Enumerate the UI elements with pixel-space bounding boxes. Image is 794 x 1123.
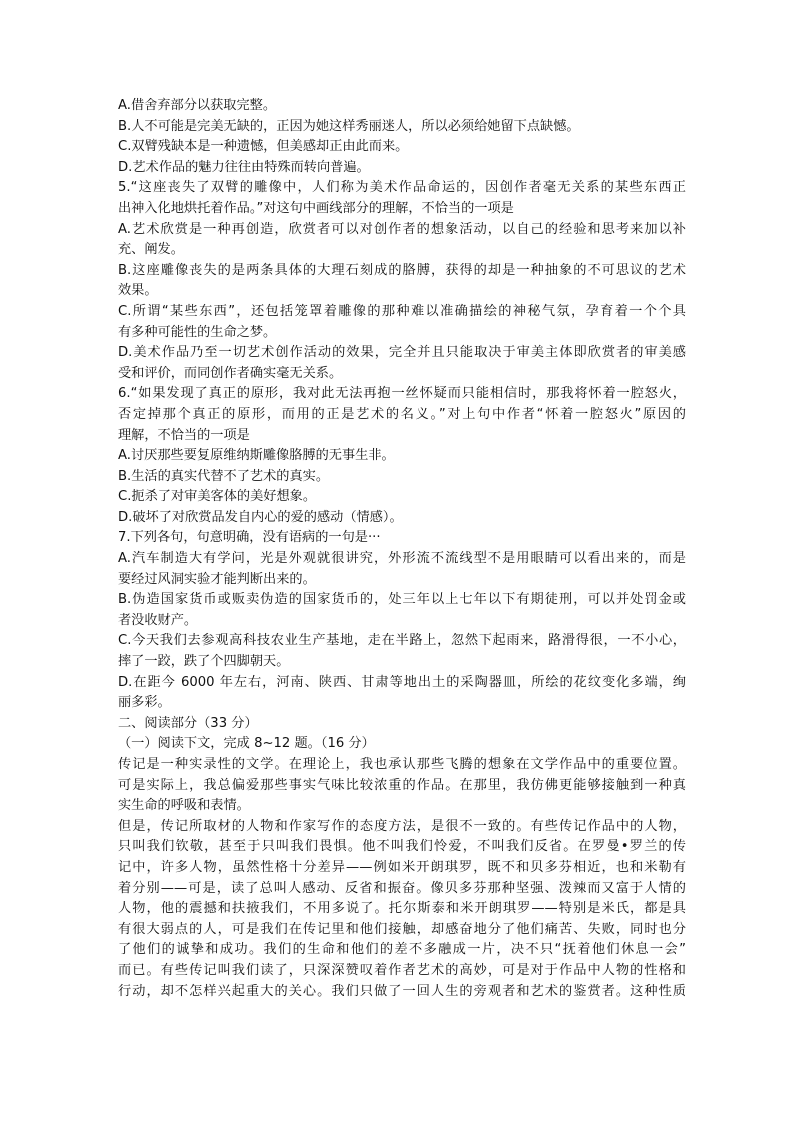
text-line: 受和评价，而同创作者确实毫无关系。	[118, 365, 343, 381]
text-line: （一）阅读下文，完成 8~12 题。（16 分）	[118, 736, 375, 752]
text-line: 7.下列各句，句意明确，没有语病的一句是···	[118, 530, 381, 546]
text-line: A.讨厌那些要复原维纳斯雕像胳膊的无事生非。	[118, 448, 395, 464]
text-line: 理解，不恰当的一项是	[118, 427, 250, 443]
text-line: 5.“这座丧失了双臂的雕像中，人们称为美术作品命运的，因创作者毫无关系的某些东西正	[118, 180, 686, 196]
text-line: 传记是一种实录性的文学。在理论上，我也承认那些飞腾的想象在文学作品中的重要位置。	[118, 757, 686, 772]
text-line: 而已。有些传记叫我们读了，只深深赞叹着作者艺术的高妙，可是对于作品中人物的性格和	[118, 962, 686, 978]
text-line: 只叫我们钦敬，甚至于只叫我们畏惧。他不叫我们怜爱，不叫我们反省。在罗曼•罗兰的传	[118, 839, 686, 855]
text-line: 可是实际上，我总偏爱那些事实气味比较浓重的作品。在那里，我仿佛更能够接触到一种真	[118, 777, 686, 793]
text-line: 但是，传记所取材的人物和作家写作的态度方法，是很不一致的。有些传记作品中的人物，	[118, 818, 686, 834]
text-line: D.破坏了对欣赏品发自内心的爱的感动（情感）。	[118, 509, 403, 525]
text-line: 行动，却不怎样兴起重大的关心。我们只做了一回人生的旁观者和艺术的鉴赏者。这种性质	[118, 983, 686, 999]
text-line: 丽多彩。	[118, 695, 171, 711]
text-line: 否定掉那个真正的原形，而用的正是艺术的名义。”对上句中作者“怀着一腔怒火”原因的	[118, 406, 686, 422]
text-line: C.所谓“某些东西”，还包括笼罩着雕像的那种难以准确描绘的神秘气氛，孕育着一个个具	[118, 303, 686, 319]
text-line: 人物，他的震撼和扶掖我们，不用多说了。托尔斯泰和米开朗琪罗——特别是米氏，都是具	[118, 901, 686, 917]
text-line: 着分别——可是，读了总叫人感动、反省和振奋。像贝多芬那种坚强、泼辣而又富于人情的	[118, 880, 686, 896]
text-line: 记中，许多人物，虽然性格十分差异——例如米开朗琪罗，既不和贝多芬相近，也和米勒有	[118, 859, 686, 875]
text-line: 要经过风洞实验才能判断出来的。	[118, 571, 316, 587]
text-line: 者没收财产。	[118, 612, 198, 628]
text-line: A.艺术欣赏是一种再创造，欣赏者可以对创作者的想象活动，以自己的经验和思考来加以补	[118, 221, 686, 237]
text-line: D.美术作品乃至一切艺术创作活动的效果，完全并且只能取决于审美主体即欣赏者的审美感	[118, 345, 686, 361]
text-line: 摔了一跤，跌了个四脚朝天。	[118, 654, 290, 670]
text-line: 充、阐发。	[118, 242, 184, 258]
text-line: 二、阅读部分（33 分）	[118, 715, 258, 731]
text-line: B.伪造国家货币或贩卖伪造的国家货币的，处三年以上七年以下有期徒刑，可以并处罚金或	[118, 592, 686, 608]
text-line: 有多种可能性的生命之梦。	[118, 324, 277, 340]
text-line: D.艺术作品的魅力往往由特殊而转向普遍。	[118, 159, 370, 175]
text-line: 实生命的呼吸和表情。	[118, 798, 250, 814]
text-line: C.双臂残缺本是一种遗憾，但美感却正由此而来。	[118, 139, 409, 155]
text-line: A.汽车制造大有学问，光是外观就很讲究，外形流不流线型不是用眼睛可以看出来的，而是	[118, 551, 686, 567]
text-line: A.借舍弃部分以获取完整。	[118, 98, 277, 113]
text-line: 6.“如果发现了真正的原形，我对此无法再抱一丝怀疑而只能相信时，那我将怀着一腔怒火，	[118, 386, 686, 402]
text-line: 了他们的诚挚和成功。我们的生命和他们的差不多融成一片，决不只“抚着他们休息一会”	[118, 942, 686, 958]
text-line: D.在距今 6000 年左右，河南、陕西、甘肃等地出土的采陶器皿，所绘的花纹变化多端，绚	[118, 674, 686, 690]
text-line: B.人不可能是完美无缺的，正因为她这样秀丽迷人，所以必须给她留下点缺憾。	[118, 118, 580, 134]
text-line: 有很大弱点的人，可是我们在传记里和他们接触，却感奋地分了他们痛苦、失败，同时也分	[118, 921, 686, 937]
text-line: C.扼杀了对审美客体的美好想象。	[118, 489, 317, 505]
text-line: 出神入化地烘托着作品。”对这句中画线部分的理解，不恰当的一项是	[118, 200, 514, 216]
document-page	[118, 96, 686, 1002]
text-line: B.生活的真实代替不了艺术的真实。	[118, 468, 330, 484]
text-line: C.今天我们去参观高科技农业生产基地，走在半路上，忽然下起雨来，路滑得很，一不小心，	[118, 633, 686, 649]
text-line: B.这座雕像丧失的是两条具体的大理石刻成的胳膊，获得的却是一种抽象的不可思议的艺术	[118, 262, 686, 278]
text-line: 效果。	[118, 283, 158, 299]
